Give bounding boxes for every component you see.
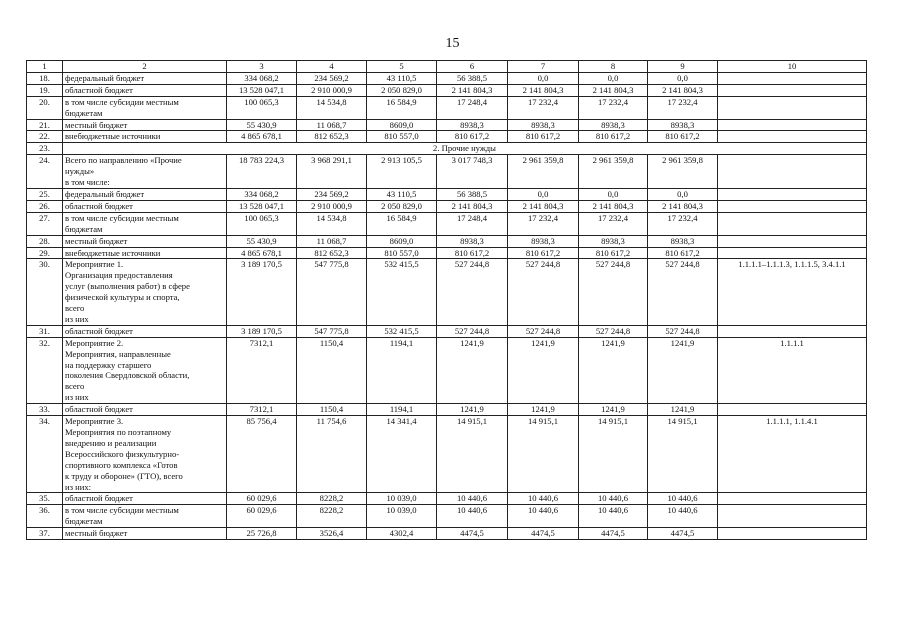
target-ref-cell <box>718 131 867 143</box>
amount-cell: 2 141 804,3 <box>579 84 648 96</box>
table-row <box>27 84 867 96</box>
amount-cell: 4474,5 <box>579 528 648 540</box>
item-name-line: физической культуры и спорта, <box>65 292 180 303</box>
amount-cell: 810 617,2 <box>579 247 648 259</box>
target-ref-cell <box>718 72 867 84</box>
table-row <box>27 404 867 416</box>
target-ref-cell <box>718 247 867 259</box>
page-number: 15 <box>445 36 460 51</box>
amount-cell: 2 961 359,8 <box>579 155 648 189</box>
item-name-line: внебюджетные источники <box>65 247 161 258</box>
target-ref-cell <box>718 404 867 416</box>
item-name-line: в том числе субсидии местным <box>65 96 179 107</box>
item-name-line: федеральный бюджет <box>65 72 145 83</box>
amount-cell: 100 065,3 <box>227 96 297 119</box>
section-title-cell: 2. Прочие нужды <box>63 143 867 155</box>
amount-cell: 527 244,8 <box>437 259 508 325</box>
target-ref-cell <box>718 119 867 131</box>
item-name-line: в том числе субсидии местным <box>65 212 179 223</box>
item-name-line: местный бюджет <box>65 235 128 246</box>
amount-cell: 547 775,8 <box>297 259 367 325</box>
row-number-cell: 35. <box>27 493 63 505</box>
amount-cell: 2 141 804,3 <box>648 200 718 212</box>
amount-cell: 2 141 804,3 <box>437 84 508 96</box>
item-name-line: местный бюджет <box>65 528 128 539</box>
header-cell: 6 <box>437 61 508 73</box>
amount-cell: 1194,1 <box>367 404 437 416</box>
header-row <box>27 61 867 73</box>
item-name-line: спортивного комплекса «Готов <box>65 459 178 470</box>
amount-cell: 55 430,9 <box>227 235 297 247</box>
amount-cell: 56 388,5 <box>437 72 508 84</box>
amount-cell: 2 910 000,9 <box>297 200 367 212</box>
target-ref-cell <box>718 528 867 540</box>
amount-cell: 8938,3 <box>508 119 579 131</box>
amount-cell: 7312,1 <box>227 337 297 403</box>
item-name-line: на поддержку старшего <box>65 359 152 370</box>
amount-cell: 17 232,4 <box>508 212 579 235</box>
amount-cell: 3526,4 <box>297 528 367 540</box>
item-name-cell <box>63 200 227 212</box>
header-cell: 10 <box>718 61 867 73</box>
table-row <box>27 528 867 540</box>
amount-cell: 17 248,4 <box>437 212 508 235</box>
table-row <box>27 96 867 119</box>
amount-cell: 13 528 047,1 <box>227 200 297 212</box>
item-name-line: областной бюджет <box>65 84 133 95</box>
table-row <box>27 143 867 155</box>
item-name-line: Мероприятие 1. <box>65 259 124 270</box>
item-name-cell <box>63 259 227 325</box>
target-ref-cell <box>718 200 867 212</box>
amount-cell: 547 775,8 <box>297 325 367 337</box>
amount-cell: 55 430,9 <box>227 119 297 131</box>
amount-cell: 2 050 829,0 <box>367 200 437 212</box>
table-row <box>27 200 867 212</box>
item-name-cell <box>63 247 227 259</box>
amount-cell: 14 915,1 <box>579 416 648 493</box>
row-number-cell: 29. <box>27 247 63 259</box>
header-cell: 5 <box>367 61 437 73</box>
amount-cell: 234 569,2 <box>297 72 367 84</box>
amount-cell: 25 726,8 <box>227 528 297 540</box>
amount-cell: 10 440,6 <box>508 493 579 505</box>
header-cell: 9 <box>648 61 718 73</box>
row-number-cell: 37. <box>27 528 63 540</box>
amount-cell: 2 141 804,3 <box>437 200 508 212</box>
amount-cell: 0,0 <box>648 188 718 200</box>
amount-cell: 2 910 000,9 <box>297 84 367 96</box>
amount-cell: 2 141 804,3 <box>648 84 718 96</box>
row-number-cell: 33. <box>27 404 63 416</box>
table-row <box>27 188 867 200</box>
amount-cell: 17 248,4 <box>437 96 508 119</box>
row-number-cell: 22. <box>27 131 63 143</box>
amount-cell: 17 232,4 <box>648 96 718 119</box>
amount-cell: 4302,4 <box>367 528 437 540</box>
amount-cell: 10 440,6 <box>437 493 508 505</box>
amount-cell: 8938,3 <box>648 119 718 131</box>
amount-cell: 812 652,3 <box>297 131 367 143</box>
amount-cell: 11 754,6 <box>297 416 367 493</box>
item-name-line: Всего по направлению «Прочие <box>65 155 182 166</box>
row-number-cell: 19. <box>27 84 63 96</box>
amount-cell: 527 244,8 <box>579 259 648 325</box>
amount-cell: 1241,9 <box>508 337 579 403</box>
amount-cell: 527 244,8 <box>648 259 718 325</box>
amount-cell: 16 584,9 <box>367 212 437 235</box>
item-name-cell <box>63 131 227 143</box>
item-name-line: в том числе: <box>65 177 110 188</box>
item-name-line: местный бюджет <box>65 119 128 130</box>
item-name-cell <box>63 188 227 200</box>
amount-cell: 234 569,2 <box>297 188 367 200</box>
amount-cell: 3 189 170,5 <box>227 325 297 337</box>
table-body <box>27 61 867 540</box>
item-name-line: федеральный бюджет <box>65 188 145 199</box>
amount-cell: 1241,9 <box>579 404 648 416</box>
item-name-line: всего <box>65 381 85 392</box>
amount-cell: 3 017 748,3 <box>437 155 508 189</box>
amount-cell: 2 141 804,3 <box>508 200 579 212</box>
item-name-line: бюджетам <box>65 223 103 234</box>
row-number-cell: 18. <box>27 72 63 84</box>
row-number-cell: 34. <box>27 416 63 493</box>
budget-table <box>26 60 867 540</box>
item-name-line: услуг (выполнения работ) в сфере <box>65 281 190 292</box>
header-cell: 2 <box>63 61 227 73</box>
amount-cell: 43 110,5 <box>367 188 437 200</box>
amount-cell: 334 068,2 <box>227 72 297 84</box>
item-name-cell <box>63 404 227 416</box>
row-number-cell: 30. <box>27 259 63 325</box>
table-row <box>27 72 867 84</box>
item-name-cell <box>63 505 227 528</box>
amount-cell: 527 244,8 <box>508 325 579 337</box>
amount-cell: 60 029,6 <box>227 505 297 528</box>
target-ref-cell: 1.1.1.1, 1.1.4.1 <box>718 416 867 493</box>
item-name-line: бюджетам <box>65 107 103 118</box>
amount-cell: 532 415,5 <box>367 325 437 337</box>
item-name-cell <box>63 96 227 119</box>
amount-cell: 0,0 <box>579 72 648 84</box>
table-row <box>27 259 867 325</box>
row-number-cell: 21. <box>27 119 63 131</box>
item-name-line: Всероссийского физкультурно- <box>65 448 180 459</box>
amount-cell: 8938,3 <box>437 119 508 131</box>
target-ref-cell <box>718 84 867 96</box>
item-name-line: поколения Свердловской области, <box>65 370 190 381</box>
item-name-line: из них <box>65 392 89 403</box>
row-number-cell: 28. <box>27 235 63 247</box>
item-name-line: Мероприятия по поэтапному <box>65 427 172 437</box>
amount-cell: 10 039,0 <box>367 505 437 528</box>
amount-cell: 8938,3 <box>508 235 579 247</box>
item-name-cell <box>63 72 227 84</box>
amount-cell: 14 341,4 <box>367 416 437 493</box>
amount-cell: 14 915,1 <box>508 416 579 493</box>
amount-cell: 16 584,9 <box>367 96 437 119</box>
amount-cell: 7312,1 <box>227 404 297 416</box>
amount-cell: 810 617,2 <box>648 131 718 143</box>
amount-cell: 810 617,2 <box>508 131 579 143</box>
amount-cell: 532 415,5 <box>367 259 437 325</box>
item-name-cell <box>63 212 227 235</box>
amount-cell: 13 528 047,1 <box>227 84 297 96</box>
amount-cell: 8228,2 <box>297 493 367 505</box>
row-number-cell: 32. <box>27 337 63 403</box>
table-row <box>27 416 867 493</box>
amount-cell: 2 141 804,3 <box>579 200 648 212</box>
item-name-line: к труду и обороне» (ГТО), всего <box>65 470 183 481</box>
item-name-line: внедрению и реализации <box>65 437 157 448</box>
amount-cell: 0,0 <box>508 72 579 84</box>
amount-cell: 14 534,8 <box>297 212 367 235</box>
row-number-cell: 24. <box>27 155 63 189</box>
item-name-line: всего <box>65 303 85 314</box>
item-name-line: Организация предоставления <box>65 270 173 281</box>
target-ref-cell <box>718 493 867 505</box>
amount-cell: 8938,3 <box>648 235 718 247</box>
header-cell: 8 <box>579 61 648 73</box>
amount-cell: 2 961 359,8 <box>648 155 718 189</box>
amount-cell: 56 388,5 <box>437 188 508 200</box>
amount-cell: 4474,5 <box>508 528 579 540</box>
amount-cell: 0,0 <box>648 72 718 84</box>
amount-cell: 11 068,7 <box>297 235 367 247</box>
target-ref-cell <box>718 325 867 337</box>
amount-cell: 4474,5 <box>648 528 718 540</box>
target-ref-cell <box>718 505 867 528</box>
amount-cell: 10 440,6 <box>648 505 718 528</box>
header-cell: 1 <box>27 61 63 73</box>
table-row <box>27 235 867 247</box>
amount-cell: 1150,4 <box>297 337 367 403</box>
table-row <box>27 119 867 131</box>
amount-cell: 1241,9 <box>648 404 718 416</box>
amount-cell: 10 440,6 <box>648 493 718 505</box>
row-number-cell: 25. <box>27 188 63 200</box>
amount-cell: 100 065,3 <box>227 212 297 235</box>
row-number-cell: 31. <box>27 325 63 337</box>
amount-cell: 18 783 224,3 <box>227 155 297 189</box>
amount-cell: 17 232,4 <box>648 212 718 235</box>
item-name-line: внебюджетные источники <box>65 131 161 142</box>
amount-cell: 43 110,5 <box>367 72 437 84</box>
amount-cell: 0,0 <box>579 188 648 200</box>
amount-cell: 2 961 359,8 <box>508 155 579 189</box>
target-ref-cell <box>718 212 867 235</box>
table-row <box>27 155 867 189</box>
row-number-cell: 27. <box>27 212 63 235</box>
table-row <box>27 337 867 403</box>
amount-cell: 810 617,2 <box>437 247 508 259</box>
table-row <box>27 212 867 235</box>
item-name-cell <box>63 325 227 337</box>
amount-cell: 1241,9 <box>508 404 579 416</box>
item-name-line: в том числе субсидии местным <box>65 505 179 516</box>
row-number-cell: 36. <box>27 505 63 528</box>
amount-cell: 1241,9 <box>437 337 508 403</box>
amount-cell: 527 244,8 <box>579 325 648 337</box>
amount-cell: 8938,3 <box>579 235 648 247</box>
item-name-line: областной бюджет <box>65 493 133 504</box>
row-number-cell: 23. <box>27 143 63 155</box>
amount-cell: 810 617,2 <box>579 131 648 143</box>
amount-cell: 8609,0 <box>367 119 437 131</box>
amount-cell: 3 189 170,5 <box>227 259 297 325</box>
table-row <box>27 325 867 337</box>
item-name-cell <box>63 416 227 493</box>
item-name-cell <box>63 493 227 505</box>
target-ref-cell <box>718 96 867 119</box>
row-number-cell: 20. <box>27 96 63 119</box>
amount-cell: 3 968 291,1 <box>297 155 367 189</box>
amount-cell: 8938,3 <box>579 119 648 131</box>
item-name-line: Мероприятие 2. <box>65 337 124 348</box>
amount-cell: 10 039,0 <box>367 493 437 505</box>
item-name-line: бюджетам <box>65 516 103 527</box>
amount-cell: 60 029,6 <box>227 493 297 505</box>
amount-cell: 810 617,2 <box>508 247 579 259</box>
amount-cell: 810 557,0 <box>367 131 437 143</box>
amount-cell: 527 244,8 <box>648 325 718 337</box>
amount-cell: 1241,9 <box>579 337 648 403</box>
item-name-cell <box>63 337 227 403</box>
amount-cell: 10 440,6 <box>437 505 508 528</box>
header-cell: 4 <box>297 61 367 73</box>
item-name-line: областной бюджет <box>65 404 133 415</box>
amount-cell: 17 232,4 <box>579 96 648 119</box>
amount-cell: 14 915,1 <box>437 416 508 493</box>
amount-cell: 2 050 829,0 <box>367 84 437 96</box>
amount-cell: 0,0 <box>508 188 579 200</box>
target-ref-cell <box>718 188 867 200</box>
table-row <box>27 247 867 259</box>
item-name-line: из них: <box>65 481 92 492</box>
item-name-line: областной бюджет <box>65 325 133 336</box>
amount-cell: 17 232,4 <box>508 96 579 119</box>
row-number-cell: 26. <box>27 200 63 212</box>
amount-cell: 10 440,6 <box>579 493 648 505</box>
amount-cell: 10 440,6 <box>579 505 648 528</box>
target-ref-cell <box>718 155 867 189</box>
target-ref-cell: 1.1.1.1 <box>718 337 867 403</box>
item-name-line: областной бюджет <box>65 200 133 211</box>
amount-cell: 810 617,2 <box>648 247 718 259</box>
amount-cell: 14 915,1 <box>648 416 718 493</box>
target-ref-cell <box>718 235 867 247</box>
amount-cell: 1194,1 <box>367 337 437 403</box>
target-ref-cell: 1.1.1.1–1.1.1.3, 1.1.1.5, 3.4.1.1 <box>718 259 867 325</box>
amount-cell: 2 913 105,5 <box>367 155 437 189</box>
amount-cell: 2 141 804,3 <box>508 84 579 96</box>
header-cell: 3 <box>227 61 297 73</box>
amount-cell: 14 534,8 <box>297 96 367 119</box>
table-row <box>27 493 867 505</box>
amount-cell: 1150,4 <box>297 404 367 416</box>
table-row <box>27 505 867 528</box>
item-name-cell <box>63 84 227 96</box>
amount-cell: 17 232,4 <box>579 212 648 235</box>
amount-cell: 8228,2 <box>297 505 367 528</box>
amount-cell: 4 865 678,1 <box>227 247 297 259</box>
amount-cell: 527 244,8 <box>508 259 579 325</box>
amount-cell: 4 865 678,1 <box>227 131 297 143</box>
header-cell: 7 <box>508 61 579 73</box>
item-name-line: Мероприятие 3. <box>65 416 124 427</box>
amount-cell: 812 652,3 <box>297 247 367 259</box>
item-name-cell <box>63 155 227 189</box>
amount-cell: 10 440,6 <box>508 505 579 528</box>
amount-cell: 334 068,2 <box>227 188 297 200</box>
item-name-line: из них <box>65 313 89 324</box>
amount-cell: 8938,3 <box>437 235 508 247</box>
amount-cell: 8609,0 <box>367 235 437 247</box>
amount-cell: 527 244,8 <box>437 325 508 337</box>
amount-cell: 11 068,7 <box>297 119 367 131</box>
amount-cell: 1241,9 <box>437 404 508 416</box>
amount-cell: 4474,5 <box>437 528 508 540</box>
item-name-cell <box>63 528 227 540</box>
item-name-cell <box>63 119 227 131</box>
amount-cell: 810 617,2 <box>437 131 508 143</box>
item-name-cell <box>63 235 227 247</box>
amount-cell: 1241,9 <box>648 337 718 403</box>
amount-cell: 810 557,0 <box>367 247 437 259</box>
table-row <box>27 131 867 143</box>
amount-cell: 85 756,4 <box>227 416 297 493</box>
item-name-line: Мероприятия, направленные <box>65 348 171 359</box>
item-name-line: нужды» <box>65 166 95 177</box>
